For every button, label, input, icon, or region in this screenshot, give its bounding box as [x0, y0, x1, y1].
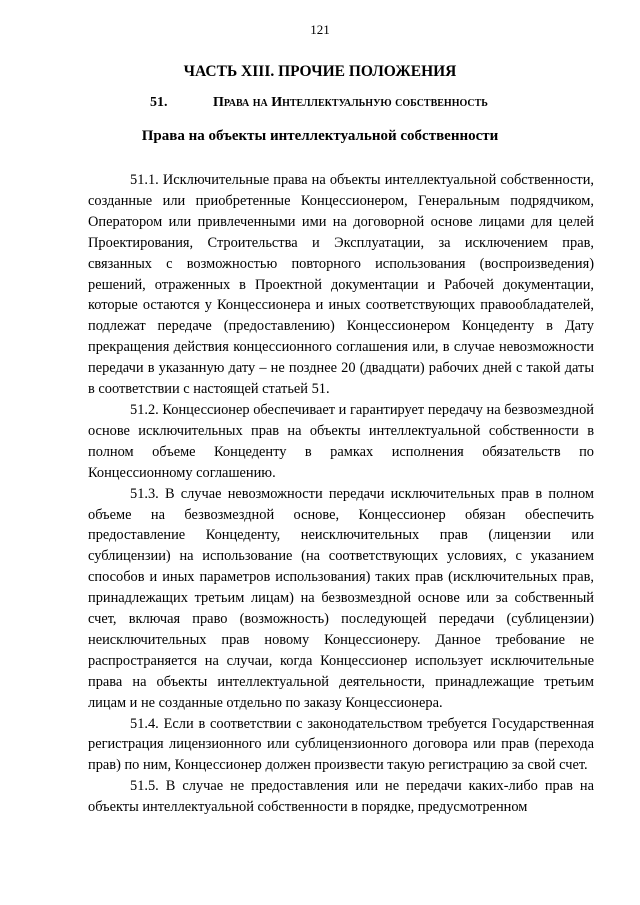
- paragraph-51-5: 51.5. В случае не предоставления или не передачи каких-либо прав на объекты интеллектуальной собственности в порядке, предусмотренном: [88, 778, 594, 816]
- subheading: Права на объекты интеллектуальной собственности: [141, 128, 499, 144]
- body-text: [88, 170, 594, 818]
- section-title: Права на Интеллектуальную собственность: [213, 95, 488, 110]
- paragraph-51-3: 51.3. В случае невозможности передачи исключительных прав в полном объеме на безвозмездной основе, Концессионер обязан обеспечить предоставление Концеденту, неисключительных прав (лицензии или сублицензии) на использование (на соответствующих условиях, с указанием способов и иных параметров использования) таких прав (исключительных прав, принадлежащих третьим лицам) на безвозмездной основе или за собственный счет, включая право (возможность) последующей передачи (сублицензии) неисключительных прав новому Концессионеру. Данное требование не распространяется на случаи, когда Концессионер использует исключительные права на объекты интеллектуальной деятельности, принадлежащие третьим лицам и не созданные отдельно по заказу Концессионера.: [88, 485, 594, 711]
- part-title: ЧАСТЬ XIII. ПРОЧИЕ ПОЛОЖЕНИЯ: [183, 63, 457, 80]
- paragraph-51-1: 51.1. Исключительные права на объекты интеллектуальной собственности, созданные или приобретенные Концессионером, Генеральным подрядчиком, Оператором или привлеченными ими на договорной основе лицами для целей Проектирования, Строительства и Эксплуатации, за исключением прав, связанных с возможностью повторного использования (воспроизведения) решений, отраженных в Проектной документации и Рабочей документации, которые остаются у Концессионера и иных соответствующих правообладателей, подлежат передаче (предоставлению) Концессионером Концеденту в Дату прекращения действия концессионного соглашения или, в случае невозможности передачи в указанную дату – не позднее 20 (двадцати) рабочих дней с такой даты в соответствии с настоящей статьей 51.: [88, 172, 594, 398]
- paragraph-51-4: 51.4. Если в соответствии с законодательством требуется Государственная регистрация лицензионного или сублицензионного договора или прав (перехода прав) по ним, Концессионер должен произвести такую регистрацию за свой счет.: [88, 715, 594, 774]
- section-number: 51.: [150, 95, 168, 110]
- page-number: 121: [310, 22, 330, 37]
- paragraph-51-2: 51.2. Концессионер обеспечивает и гарантирует передачу на безвозмездной основе исключительных прав на объекты интеллектуальной собственности в полном объеме Концеденту в рамках исполнения обязательств по Концессионному соглашению.: [88, 401, 594, 481]
